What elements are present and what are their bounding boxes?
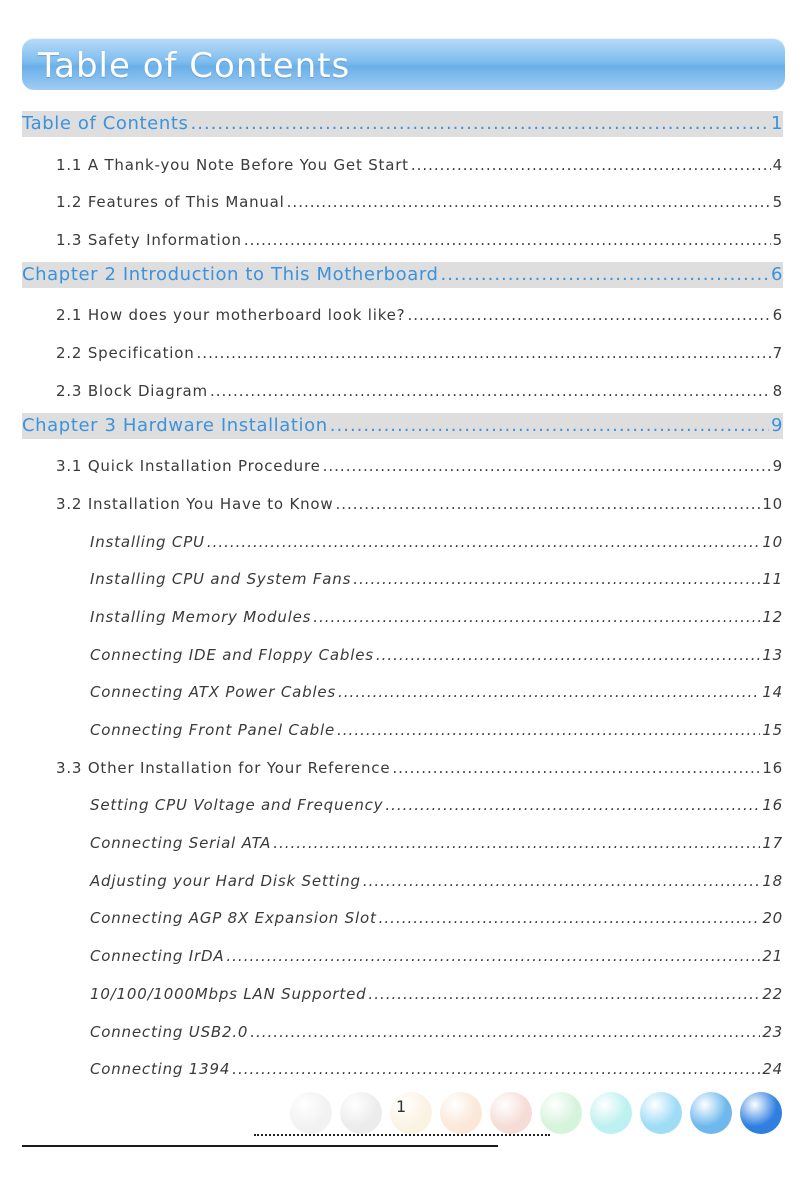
toc-entry-sub[interactable]	[22, 599, 783, 637]
toc-entry-title: 2.1 How does your motherboard look like?	[56, 306, 406, 325]
footer-dotted-rule	[254, 1126, 550, 1136]
toc-entry-title: 1.1 A Thank-you Note Before You Get Start	[56, 155, 409, 174]
toc-entry-sub[interactable]	[22, 976, 783, 1014]
toc-entry-section[interactable]	[22, 448, 783, 486]
toc-entry-page: 20	[762, 909, 783, 928]
dot-leader	[353, 561, 760, 599]
toc-entry-section[interactable]	[22, 373, 783, 411]
dot-leader	[191, 109, 769, 139]
toc-entry-title: Adjusting your Hard Disk Setting	[90, 871, 361, 890]
dot-leader	[392, 750, 760, 788]
toc-entry-title: 1.3 Safety Information	[56, 231, 242, 250]
dot-leader	[226, 938, 760, 976]
toc-entry-sub[interactable]	[22, 674, 783, 712]
bubble-decoration	[590, 1092, 632, 1134]
toc-entry-section[interactable]	[22, 486, 783, 524]
toc-entry-title: Connecting 1394	[90, 1060, 231, 1079]
toc-entry-page: 16	[762, 796, 783, 815]
toc-entry-page: 6	[772, 306, 783, 325]
toc-entry-page: 1	[770, 113, 783, 134]
toc-entry-page: 10	[762, 494, 783, 513]
toc-entry-title: Setting CPU Voltage and Frequency	[90, 796, 384, 815]
dot-leader	[323, 448, 771, 486]
toc-entry-page: 9	[770, 414, 783, 436]
dot-leader	[207, 524, 760, 562]
toc-entry-title: Chapter 2 Introduction to This Motherboard	[22, 263, 439, 285]
toc-entry-page: 12	[762, 607, 783, 626]
dot-leader	[379, 900, 761, 938]
toc-entry-page: 24	[762, 1060, 783, 1079]
toc-entry-sub[interactable]	[22, 825, 783, 863]
toc-entry-page: 16	[762, 758, 783, 777]
toc-entry-title: Connecting USB2.0	[90, 1022, 249, 1041]
toc-entry-chapter[interactable]	[22, 411, 783, 449]
toc-entry-sub[interactable]	[22, 900, 783, 938]
toc-entry-page: 11	[762, 570, 783, 589]
toc-entry-title: Connecting ATX Power Cables	[90, 683, 337, 702]
toc-entry-section[interactable]	[22, 222, 783, 260]
toc-entry-page: 21	[762, 947, 783, 966]
toc-entry-title: Connecting IrDA	[90, 947, 225, 966]
toc-entry-title: 3.3 Other Installation for Your Reference	[56, 758, 391, 777]
toc-entry-sub[interactable]	[22, 787, 783, 825]
table-of-contents	[22, 109, 783, 1089]
toc-entry-chapter[interactable]	[22, 109, 783, 147]
toc-entry-title: 1.2 Features of This Manual	[56, 193, 285, 212]
toc-entry-title: Connecting Serial ATA	[90, 834, 272, 853]
dot-leader	[232, 1051, 760, 1089]
toc-entry-page: 14	[762, 683, 783, 702]
toc-entry-sub[interactable]	[22, 712, 783, 750]
dot-leader	[338, 674, 760, 712]
dot-leader	[273, 825, 760, 863]
toc-entry-page: 17	[762, 834, 783, 853]
toc-entry-page: 4	[772, 155, 783, 174]
toc-entry-sub[interactable]	[22, 863, 783, 901]
dot-leader	[244, 222, 771, 260]
toc-entry-page: 8	[772, 381, 783, 400]
toc-entry-sub[interactable]	[22, 561, 783, 599]
toc-entry-page: 23	[762, 1022, 783, 1041]
footer-rule	[22, 1145, 498, 1147]
toc-entry-title: 3.2 Installation You Have to Know	[56, 494, 334, 513]
toc-entry-page: 22	[762, 984, 783, 1003]
toc-entry-sub[interactable]	[22, 637, 783, 675]
toc-entry-section[interactable]	[22, 297, 783, 335]
toc-entry-title: Installing CPU and System Fans	[90, 570, 352, 589]
dot-leader	[376, 637, 760, 675]
toc-entry-title: Connecting Front Panel Cable	[90, 721, 336, 739]
toc-entry-sub[interactable]	[22, 1014, 783, 1052]
dot-leader	[337, 712, 760, 750]
dot-leader	[210, 373, 771, 411]
dot-leader	[368, 976, 760, 1014]
toc-entry-title: Installing Memory Modules	[90, 607, 312, 626]
bubble-decoration	[640, 1092, 682, 1134]
toc-entry-title: Connecting IDE and Floppy Cables	[90, 645, 374, 664]
toc-entry-title: Connecting AGP 8X Expansion Slot	[90, 909, 377, 928]
toc-entry-page: 18	[762, 871, 783, 890]
toc-entry-title: Chapter 3 Hardware Installation	[22, 414, 328, 436]
toc-entry-title: Installing CPU	[90, 532, 205, 551]
toc-entry-page: 5	[772, 231, 783, 250]
dot-leader	[287, 184, 771, 222]
toc-entry-page: 15	[762, 721, 783, 739]
toc-entry-chapter[interactable]	[22, 260, 783, 298]
toc-entry-sub[interactable]	[22, 1051, 783, 1089]
dot-leader	[197, 335, 771, 373]
page-title: Table of Contents	[38, 46, 351, 86]
toc-entry-page: 13	[762, 645, 783, 664]
toc-entry-section[interactable]	[22, 184, 783, 222]
toc-entry-page: 9	[772, 457, 783, 476]
dot-leader	[313, 599, 760, 637]
toc-entry-title: 3.1 Quick Installation Procedure	[56, 457, 321, 476]
toc-entry-page: 7	[772, 344, 783, 363]
toc-entry-title: 2.3 Block Diagram	[56, 381, 208, 400]
page-number: 1	[396, 1097, 407, 1116]
toc-entry-section[interactable]	[22, 147, 783, 185]
toc-entry-sub[interactable]	[22, 524, 783, 562]
dot-leader	[363, 863, 760, 901]
dot-leader	[250, 1014, 760, 1052]
toc-entry-section[interactable]	[22, 750, 783, 788]
dot-leader	[407, 297, 770, 335]
toc-entry-title: 10/100/1000Mbps LAN Supported	[90, 984, 367, 1003]
toc-entry-title: Table of Contents	[22, 113, 189, 134]
toc-entry-title: 2.2 Specification	[56, 344, 195, 363]
title-banner	[22, 38, 785, 90]
dot-leader	[330, 411, 769, 441]
bubble-decoration	[690, 1092, 732, 1134]
dot-leader	[441, 260, 769, 290]
toc-entry-page: 10	[762, 532, 783, 551]
toc-entry-page: 5	[772, 193, 783, 212]
dot-leader	[385, 787, 760, 825]
toc-entry-page: 6	[770, 263, 783, 285]
toc-entry-section[interactable]	[22, 335, 783, 373]
toc-entry-sub[interactable]	[22, 938, 783, 976]
bubble-decoration	[740, 1092, 782, 1134]
dot-leader	[335, 486, 760, 524]
dot-leader	[411, 147, 771, 185]
